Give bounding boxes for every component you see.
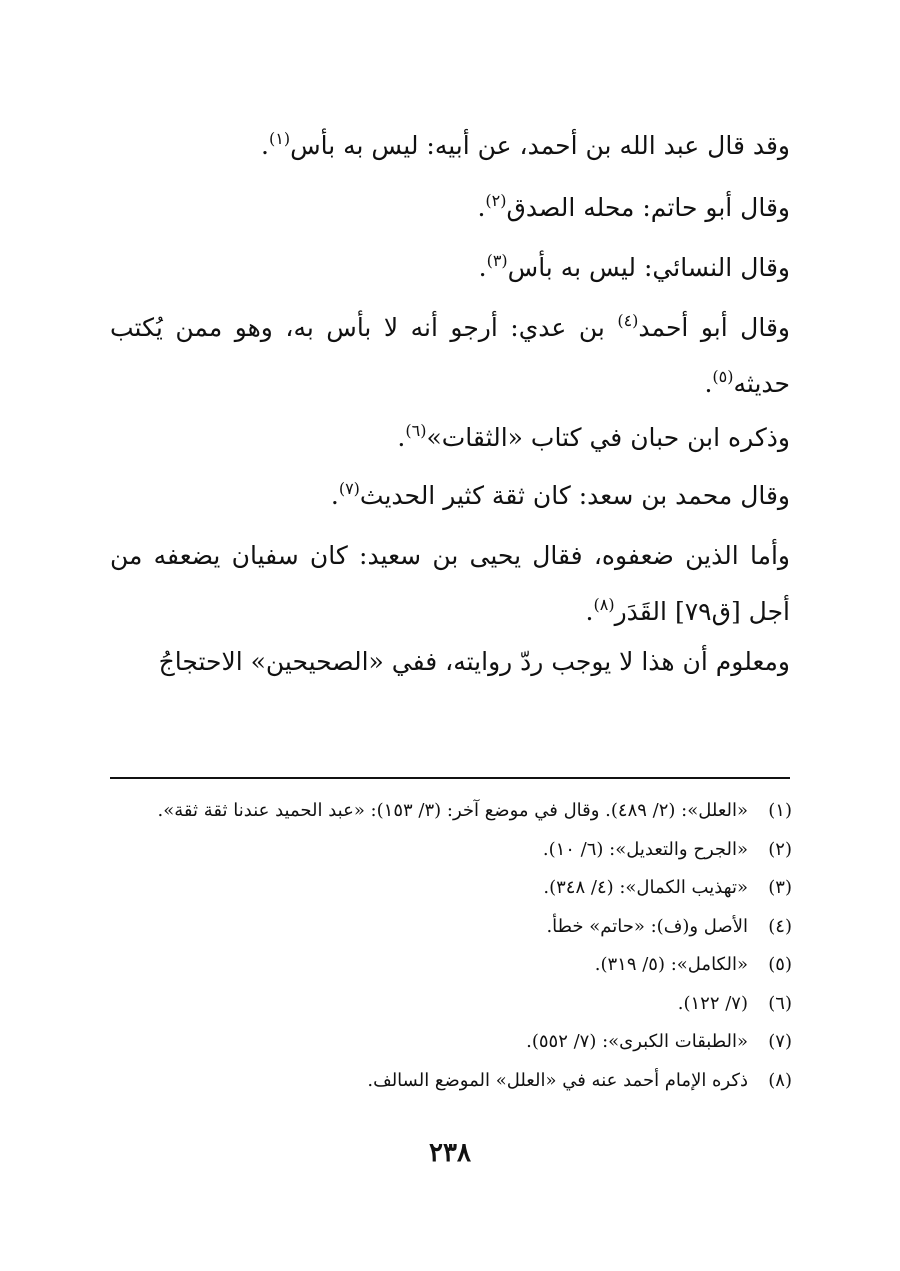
footnote-1 bbox=[102, 792, 792, 831]
footnote-text: «الكامل»: (٥/ ٣١٩). bbox=[594, 954, 748, 975]
footnote-4 bbox=[102, 908, 792, 947]
footnote-5 bbox=[102, 946, 792, 985]
footnote-7 bbox=[102, 1023, 792, 1062]
footnote-number: (٨) bbox=[768, 1069, 792, 1091]
footnote-number: (٢) bbox=[768, 838, 792, 860]
footnote-number: (١) bbox=[768, 800, 792, 821]
footnote-text: «الجرح والتعديل»: (٦/ ١٠). bbox=[542, 838, 748, 860]
footnote-divider bbox=[110, 777, 790, 779]
footnote-ref-1[interactable]: (١) bbox=[268, 129, 291, 148]
footnote-text: «العلل»: (٢/ ٤٨٩). وقال في موضع آخر: (٣/ ١٥٣): «عبد الحميد عندنا ثقة ثقة». bbox=[157, 800, 748, 821]
paragraph-4: وقال أبو أحمد$^{(٤)}$ بن عدي: أرجو أنه لا بأس به، وهو ممن يُكتب حديثه$^{(٥)}$. bbox=[110, 311, 790, 398]
paragraph-3: وقال النسائي: ليس به بأس$^{(٣)}$. bbox=[478, 251, 790, 282]
footnote-text: «الطبقات الكبرى»: (٧/ ٥٥٢). bbox=[526, 1031, 748, 1052]
footnotes-list bbox=[102, 792, 792, 1100]
footnote-ref-7[interactable]: (٧) bbox=[338, 479, 360, 498]
footnote-ref-8[interactable]: (٨) bbox=[593, 595, 615, 614]
paragraph-5: وذكره ابن حبان في كتاب «الثقات»$^{(٦)}$. bbox=[397, 421, 790, 452]
footnote-8 bbox=[102, 1062, 792, 1101]
footnote-number: (٣) bbox=[768, 877, 792, 898]
paragraph-2: وقال أبو حاتم: محله الصدق$^{(٢)}$. bbox=[477, 191, 790, 222]
footnote-6 bbox=[102, 985, 792, 1024]
footnote-number: (٦) bbox=[768, 992, 792, 1014]
footnote-number: (٧) bbox=[768, 1031, 792, 1052]
footnote-ref-6[interactable]: (٦) bbox=[405, 421, 427, 440]
footnote-text: «تهذيب الكمال»: (٤/ ٣٤٨). bbox=[543, 877, 748, 898]
paragraph-6: وقال محمد بن سعد: كان ثقة كثير الحديث$^{(٧)}$. bbox=[330, 479, 790, 510]
footnote-ref-4[interactable]: (٤) bbox=[617, 311, 639, 330]
footnote-number: (٥) bbox=[768, 954, 792, 975]
page-number: ٢٣٨ bbox=[429, 1138, 471, 1168]
footnote-text: الأصل و(ف): «حاتم» خطأ. bbox=[546, 915, 748, 937]
footnote-number: (٤) bbox=[768, 915, 792, 937]
footnote-ref-3[interactable]: (٣) bbox=[486, 251, 508, 270]
footnote-2 bbox=[102, 831, 792, 870]
paragraph-8: ومعلوم أن هذا لا يوجب ردّ روايته، ففي «الصحيحين» الاحتجاجُ bbox=[158, 647, 790, 676]
paragraph-1: وقد قال عبد الله بن أحمد، عن أبيه: ليس به بأس$^{(١)}$. bbox=[261, 129, 790, 160]
footnote-3 bbox=[102, 869, 792, 908]
footnote-ref-5[interactable]: (٥) bbox=[712, 367, 734, 386]
footnote-text: (٧/ ١٢٢). bbox=[677, 992, 748, 1014]
paragraph-7: وأما الذين ضعفوه، فقال يحيى بن سعيد: كان سفيان يضعفه من أجل [ق٧٩] القَدَر$^{(٨)}$. bbox=[110, 541, 790, 626]
footnote-text: ذكره الإمام أحمد عنه في «العلل» الموضع السالف. bbox=[367, 1069, 748, 1091]
footnote-ref-2[interactable]: (٢) bbox=[485, 191, 507, 210]
